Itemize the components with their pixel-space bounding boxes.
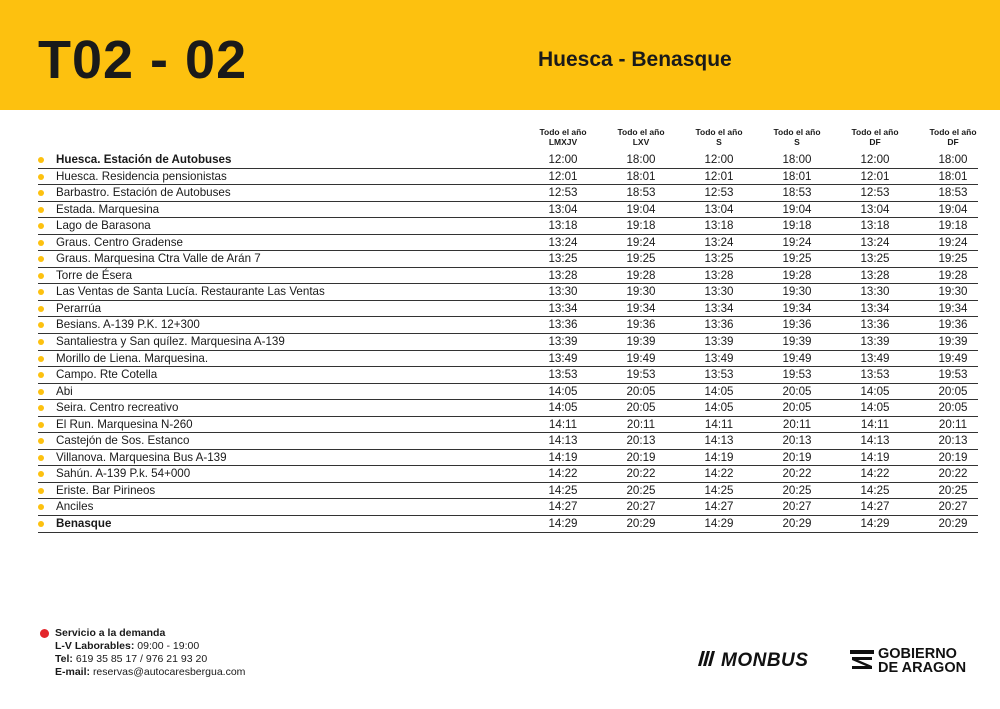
table-row — [38, 516, 978, 533]
departure-time: 20:27 — [938, 500, 968, 514]
timetable — [38, 152, 978, 533]
departure-time: 13:24 — [860, 235, 890, 249]
departure-time: 13:34 — [548, 301, 578, 315]
stop-name: Perarrúa — [56, 301, 102, 315]
departure-time: 14:13 — [860, 434, 890, 448]
table-row — [38, 334, 978, 351]
stop-bullet-icon — [38, 504, 44, 510]
stop-bullet-icon — [38, 422, 44, 428]
departure-time: 20:19 — [938, 450, 968, 464]
route-name: Huesca - Benasque — [538, 48, 732, 71]
table-row — [38, 169, 978, 186]
departure-time: 13:18 — [548, 219, 578, 233]
stop-bullet-icon — [38, 322, 44, 328]
stop-name: El Run. Marquesina N-260 — [56, 417, 193, 431]
departure-time: 13:36 — [704, 318, 734, 332]
stop-bullet-icon — [38, 471, 44, 477]
departure-time: 14:29 — [704, 517, 734, 531]
departure-time: 19:49 — [626, 351, 656, 365]
table-row — [38, 351, 978, 368]
stop-name: Huesca. Residencia pensionistas — [56, 169, 227, 183]
departure-time: 13:25 — [860, 252, 890, 266]
departure-time: 13:18 — [704, 219, 734, 233]
departure-time: 13:34 — [860, 301, 890, 315]
departure-time: 20:29 — [782, 517, 812, 531]
departure-time: 12:01 — [704, 169, 734, 183]
departure-time: 19:36 — [938, 318, 968, 332]
departure-time: 19:04 — [626, 202, 656, 216]
departure-time: 18:01 — [938, 169, 968, 183]
stop-name: Barbastro. Estación de Autobuses — [56, 186, 231, 200]
departure-time: 20:11 — [938, 417, 968, 431]
departure-time: 19:28 — [782, 268, 812, 282]
stop-name: Graus. Centro Gradense — [56, 235, 183, 249]
departure-time: 19:18 — [626, 219, 656, 233]
column-days: LMXJV — [548, 137, 578, 147]
email-value: reservas@autocaresbergua.com — [92, 666, 246, 678]
table-row — [38, 202, 978, 219]
departure-time: 13:39 — [704, 335, 734, 349]
departure-time: 20:25 — [782, 483, 812, 497]
departure-time: 12:00 — [548, 153, 578, 166]
email-label: E-mail: — [55, 666, 91, 678]
departure-time: 18:53 — [626, 186, 656, 200]
departure-time: 13:04 — [860, 202, 890, 216]
departure-time: 19:28 — [626, 268, 656, 282]
stop-bullet-icon — [38, 438, 44, 444]
departure-time: 13:36 — [548, 318, 578, 332]
departure-time: 19:25 — [782, 252, 812, 266]
stop-bullet-icon — [38, 356, 44, 362]
table-row — [38, 400, 978, 417]
departure-time: 20:29 — [626, 517, 656, 531]
table-row — [38, 483, 978, 500]
column-period: Todo el año — [539, 127, 587, 137]
departure-time: 20:29 — [938, 517, 968, 531]
departure-time: 20:13 — [626, 434, 656, 448]
departure-time: 19:04 — [938, 202, 968, 216]
aragon-line-1: GOBIERNO — [878, 646, 957, 662]
departure-time: 20:05 — [626, 384, 656, 398]
departure-time: 13:30 — [704, 285, 734, 299]
departure-time: 18:00 — [782, 153, 812, 166]
column-days: S — [794, 137, 800, 147]
column-period: Todo el año — [851, 127, 899, 137]
departure-time: 14:22 — [704, 467, 734, 481]
departure-time: 20:19 — [626, 450, 656, 464]
departure-time: 13:49 — [704, 351, 734, 365]
departure-time: 12:53 — [704, 186, 734, 200]
departure-time: 18:53 — [782, 186, 812, 200]
departure-time: 14:05 — [548, 401, 578, 415]
departure-time: 19:30 — [626, 285, 656, 299]
departure-time: 12:00 — [704, 153, 734, 166]
departure-time: 19:36 — [626, 318, 656, 332]
departure-time: 13:04 — [704, 202, 734, 216]
departure-time: 12:00 — [860, 153, 890, 166]
departure-time: 20:25 — [938, 483, 968, 497]
stop-name: Castejón de Sos. Estanco — [56, 434, 190, 448]
stop-name: Villanova. Marquesina Bus A-139 — [56, 450, 227, 464]
table-row — [38, 433, 978, 450]
table-row — [38, 367, 978, 384]
column-period: Todo el año — [695, 127, 743, 137]
gobierno-aragon-logo — [850, 647, 966, 675]
departure-time: 13:39 — [548, 335, 578, 349]
stop-bullet-icon — [38, 389, 44, 395]
departure-time: 20:11 — [782, 417, 812, 431]
departure-time: 13:34 — [704, 301, 734, 315]
departure-time: 18:00 — [938, 153, 968, 166]
stop-name: Besians. A-139 P.K. 12+300 — [56, 318, 200, 332]
stop-bullet-icon — [38, 339, 44, 345]
monbus-logo — [700, 650, 808, 672]
monbus-wordmark: MONBUS — [721, 650, 809, 671]
stop-bullet-icon — [38, 488, 44, 494]
route-code: T02 - 02 — [38, 30, 248, 90]
departure-time: 19:34 — [626, 301, 656, 315]
stop-bullet-icon — [38, 207, 44, 213]
departure-time: 12:53 — [548, 186, 578, 200]
stop-name: Eriste. Bar Pirineos — [56, 483, 156, 497]
departure-time: 20:22 — [782, 467, 812, 481]
departure-time: 18:00 — [626, 153, 656, 166]
departure-time: 18:01 — [782, 169, 812, 183]
stop-name: Estada. Marquesina — [56, 202, 160, 216]
hours-label: L-V Laborables: — [55, 640, 135, 652]
departure-time: 19:28 — [938, 268, 968, 282]
departure-time: 14:22 — [548, 467, 578, 481]
departure-time: 20:27 — [626, 500, 656, 514]
departure-time: 18:01 — [626, 169, 656, 183]
stop-bullet-icon — [38, 240, 44, 246]
stop-bullet-icon — [38, 455, 44, 461]
departure-time: 14:19 — [704, 450, 734, 464]
column-header — [608, 127, 674, 147]
departure-time: 20:27 — [782, 500, 812, 514]
departure-time: 18:53 — [938, 186, 968, 200]
stop-name: Sahún. A-139 P.k. 54+000 — [56, 467, 191, 481]
departure-time: 13:25 — [704, 252, 734, 266]
stop-name: Santaliestra y San quílez. Marquesina A-139 — [56, 335, 285, 349]
departure-time: 19:04 — [782, 202, 812, 216]
departure-time: 14:11 — [704, 417, 734, 431]
departure-time: 13:28 — [860, 268, 890, 282]
table-row — [38, 384, 978, 401]
departure-time: 19:24 — [626, 235, 656, 249]
departure-time: 14:11 — [548, 417, 578, 431]
stop-name: Anciles — [56, 500, 94, 514]
departure-time: 19:24 — [938, 235, 968, 249]
departure-time: 13:36 — [860, 318, 890, 332]
departure-time: 19:53 — [938, 368, 968, 382]
departure-time: 14:27 — [860, 500, 890, 514]
departure-time: 14:05 — [704, 384, 734, 398]
departure-time: 19:25 — [626, 252, 656, 266]
stop-bullet-icon — [38, 372, 44, 378]
departure-time: 13:24 — [704, 235, 734, 249]
column-days: LXV — [632, 137, 650, 147]
departure-time: 13:25 — [548, 252, 578, 266]
departure-time: 20:22 — [626, 467, 656, 481]
departure-time: 14:05 — [548, 384, 578, 398]
departure-time: 20:05 — [782, 401, 812, 415]
departure-time: 14:27 — [704, 500, 734, 514]
departure-time: 19:18 — [782, 219, 812, 233]
tel-label: Tel: — [55, 653, 73, 665]
header-band — [0, 0, 1000, 110]
monbus-bars-icon — [700, 650, 715, 672]
column-days: DF — [869, 137, 881, 147]
stop-bullet-icon — [38, 273, 44, 279]
column-header — [842, 127, 908, 147]
stop-bullet-icon — [38, 223, 44, 229]
stop-bullet-icon — [38, 405, 44, 411]
table-row — [38, 417, 978, 434]
stop-name: Huesca. Estación de Autobuses — [56, 153, 232, 166]
departure-time: 20:22 — [938, 467, 968, 481]
table-row — [38, 251, 978, 268]
departure-time: 14:05 — [704, 401, 734, 415]
departure-time: 20:25 — [626, 483, 656, 497]
departure-time: 14:25 — [704, 483, 734, 497]
departure-time: 19:24 — [782, 235, 812, 249]
departure-time: 14:05 — [860, 384, 890, 398]
departure-time: 14:29 — [548, 517, 578, 531]
departure-time: 14:19 — [548, 450, 578, 464]
table-row — [38, 152, 978, 169]
table-row — [38, 268, 978, 285]
column-period: Todo el año — [773, 127, 821, 137]
departure-time: 13:28 — [704, 268, 734, 282]
stop-name: Benasque — [56, 517, 112, 531]
departure-time: 13:53 — [548, 368, 578, 382]
stop-bullet-icon — [38, 256, 44, 262]
aragon-emblem-icon — [850, 649, 874, 673]
aragon-line-2: DE ARAGON — [878, 660, 967, 676]
stop-bullet-icon — [38, 174, 44, 180]
service-title: Servicio a la demanda — [55, 627, 166, 639]
departure-time: 13:04 — [548, 202, 578, 216]
departure-time: 19:36 — [782, 318, 812, 332]
departure-time: 14:22 — [860, 467, 890, 481]
red-dot-icon — [40, 629, 49, 638]
stop-name: Seira. Centro recreativo — [56, 401, 179, 415]
departure-time: 13:30 — [860, 285, 890, 299]
table-row — [38, 450, 978, 467]
stop-name: Torre de Ésera — [56, 268, 133, 282]
departure-time: 19:25 — [938, 252, 968, 266]
departure-time: 12:53 — [860, 186, 890, 200]
stop-name: Abi — [56, 384, 73, 398]
departure-time: 20:05 — [938, 384, 968, 398]
stop-name: Campo. Rte Cotella — [56, 368, 158, 382]
departure-time: 14:13 — [548, 434, 578, 448]
departure-time: 13:28 — [548, 268, 578, 282]
departure-time: 20:13 — [782, 434, 812, 448]
departure-time: 13:18 — [860, 219, 890, 233]
stop-name: Graus. Marquesina Ctra Valle de Arán 7 — [56, 252, 261, 266]
stop-name: Lago de Barasona — [56, 219, 151, 233]
departure-time: 19:39 — [938, 335, 968, 349]
departure-time: 12:01 — [860, 169, 890, 183]
departure-time: 13:30 — [548, 285, 578, 299]
column-period: Todo el año — [617, 127, 665, 137]
departure-time: 13:53 — [860, 368, 890, 382]
column-days: DF — [947, 137, 959, 147]
departure-time: 19:39 — [626, 335, 656, 349]
departure-time: 14:25 — [548, 483, 578, 497]
departure-time: 14:19 — [860, 450, 890, 464]
column-header — [920, 127, 986, 147]
departure-time: 19:49 — [782, 351, 812, 365]
table-row — [38, 317, 978, 334]
departure-time: 12:01 — [548, 169, 578, 183]
departure-time: 13:49 — [860, 351, 890, 365]
departure-time: 13:53 — [704, 368, 734, 382]
stop-bullet-icon — [38, 157, 44, 163]
departure-time: 13:49 — [548, 351, 578, 365]
departure-time: 20:05 — [938, 401, 968, 415]
column-header — [530, 127, 596, 147]
departure-time: 19:34 — [938, 301, 968, 315]
stop-bullet-icon — [38, 289, 44, 295]
table-row — [38, 235, 978, 252]
departure-time: 13:24 — [548, 235, 578, 249]
stop-name: Morillo de Liena. Marquesina. — [56, 351, 209, 365]
departure-time: 20:11 — [626, 417, 656, 431]
table-row — [38, 218, 978, 235]
departure-time: 19:18 — [938, 219, 968, 233]
departure-time: 14:13 — [704, 434, 734, 448]
departure-time: 19:53 — [782, 368, 812, 382]
departure-time: 14:29 — [860, 517, 890, 531]
departure-time: 20:05 — [782, 384, 812, 398]
departure-time: 20:19 — [782, 450, 812, 464]
column-header — [764, 127, 830, 147]
stop-bullet-icon — [38, 521, 44, 527]
stop-bullet-icon — [38, 190, 44, 196]
tel-value: 619 35 85 17 / 976 21 93 20 — [75, 653, 208, 665]
departure-time: 20:13 — [938, 434, 968, 448]
stop-name: Las Ventas de Santa Lucía. Restaurante Las Ventas — [56, 285, 325, 299]
departure-time: 19:30 — [938, 285, 968, 299]
departure-time: 19:30 — [782, 285, 812, 299]
departure-time: 14:11 — [860, 417, 890, 431]
departure-time: 14:27 — [548, 500, 578, 514]
column-period: Todo el año — [929, 127, 977, 137]
table-row — [38, 301, 978, 318]
column-header — [686, 127, 752, 147]
table-row — [38, 499, 978, 516]
departure-time: 13:39 — [860, 335, 890, 349]
table-row — [38, 284, 978, 301]
departure-time: 19:34 — [782, 301, 812, 315]
stop-bullet-icon — [38, 306, 44, 312]
hours-value: 09:00 - 19:00 — [137, 640, 200, 652]
table-row — [38, 185, 978, 202]
departure-time: 19:39 — [782, 335, 812, 349]
departure-time: 14:25 — [860, 483, 890, 497]
table-row — [38, 466, 978, 483]
departure-time: 19:49 — [938, 351, 968, 365]
departure-time: 14:05 — [860, 401, 890, 415]
departure-time: 19:53 — [626, 368, 656, 382]
departure-time: 20:05 — [626, 401, 656, 415]
column-days: S — [716, 137, 722, 147]
